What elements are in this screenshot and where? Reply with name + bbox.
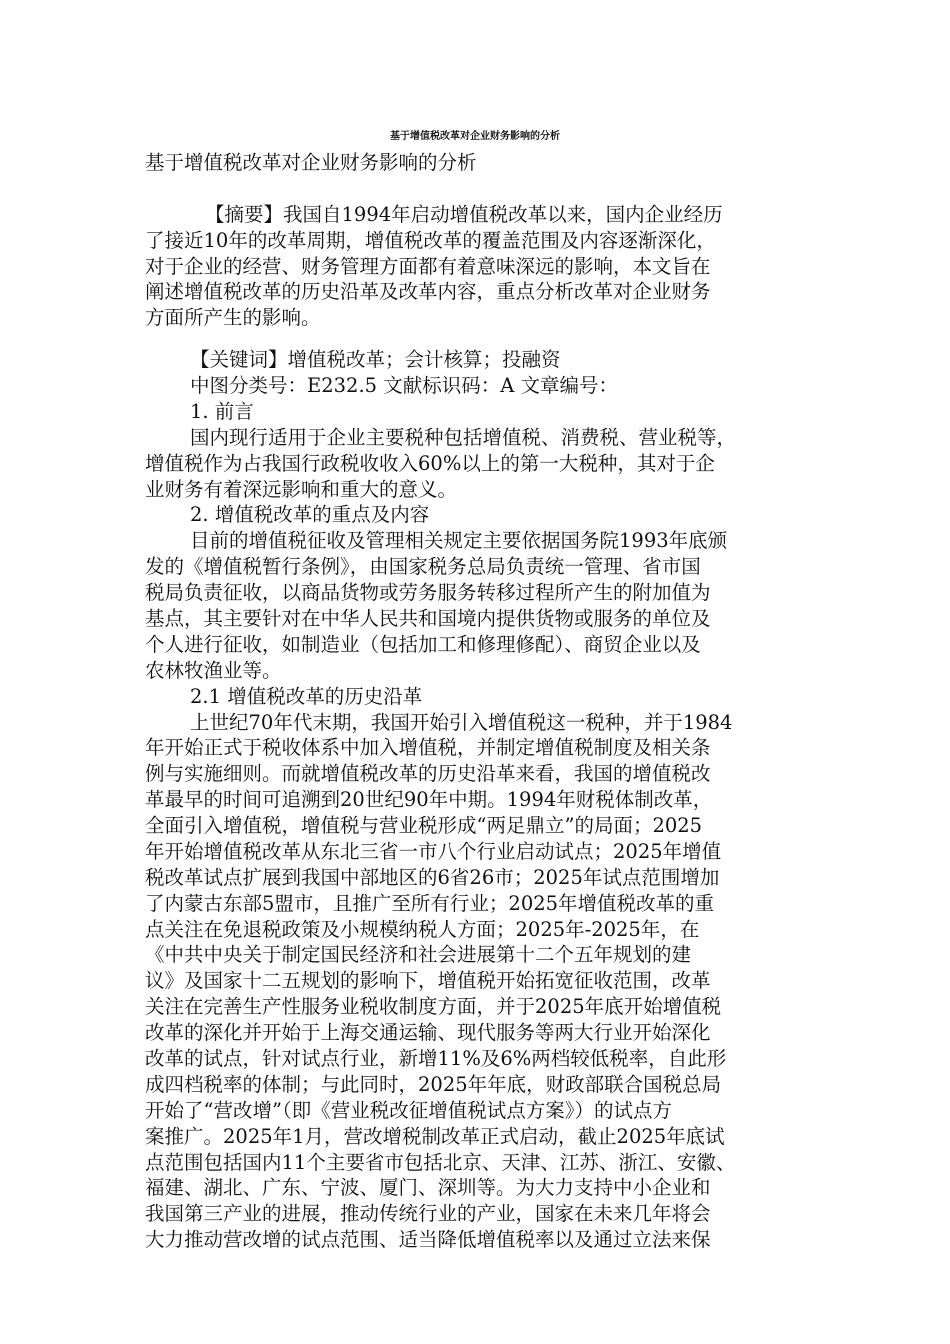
paragraph-line: 增值税作为占我国行政税收收入60%以上的第一大税种，其对于企 [145, 452, 715, 475]
paragraph-line: 福建、湖北、广东、宁波、厦门、深圳等。为大力支持中小企业和 [145, 1176, 711, 1199]
paragraph-line: 发的《增值税暂行条例》，由国家税务总局负责统一管理、省市国 [145, 555, 701, 578]
paragraph-line: 国内现行适用于企业主要税种包括增值税、消费税、营业税等， [190, 426, 737, 449]
paragraph-line: 开始了“营改增”（即《营业税改征增值税试点方案》）的试点方 [145, 1099, 672, 1122]
paragraph-line: 目前的增值税征收及管理相关规定主要依据国务院1993年底颁 [190, 529, 728, 552]
paragraph-line: 议》及国家十二五规划的影响下，增值税开始拓宽征收范围，改革 [145, 969, 711, 992]
paragraph-line: 农林牧渔业等。 [145, 659, 282, 682]
paragraph-line: 革最早的时间可追溯到20世纪90年中期。1994年财税体制改革， [145, 788, 713, 811]
abstract-line: 阐述增值税改革的历史沿革及改革内容，重点分析改革对企业财务 [145, 280, 711, 303]
paragraph-line: 个人进行征收，如制造业（包括加工和修理修配）、商贸企业以及 [145, 633, 701, 656]
abstract-line: 【摘要】我国自1994年启动增值税改革以来，国内企业经历 [205, 203, 723, 226]
classification-line: 中图分类号：E232.5 文献标识码：A 文章编号： [190, 374, 619, 397]
paragraph-line: 我国第三产业的进展，推动传统行业的产业，国家在未来几年将会 [145, 1202, 711, 1225]
paragraph-line: 点范围包括国内11个主要省市包括北京、天津、江苏、浙江、安徽、 [145, 1151, 736, 1174]
paragraph-line: 成四档税率的体制；与此同时，2025年年底，财政部联合国税总局 [145, 1073, 722, 1096]
abstract-line: 对于企业的经营、财务管理方面都有着意味深远的影响，本文旨在 [145, 255, 711, 278]
paragraph-line: 关注在完善生产性服务业税收制度方面，并于2025年底开始增值税 [145, 995, 722, 1018]
paragraph-line: 上世纪70年代末期，我国开始引入增值税这一税种，并于1984 [190, 711, 733, 734]
paragraph-line: 改革的试点，针对试点行业，新增11%及6%两档较低税率，自此形 [145, 1047, 727, 1070]
document-title: 基于增值税改革对企业财务影响的分析 [390, 131, 560, 142]
paragraph-line: 全面引入增值税，增值税与营业税形成“两足鼎立”的局面；2025 [145, 814, 703, 837]
paragraph-line: 改革的深化并开始于上海交通运输、现代服务等两大行业开始深化 [145, 1021, 711, 1044]
paragraph-line: 大力推动营改增的试点范围、适当降低增值税率以及通过立法来保 [145, 1228, 711, 1251]
paragraph-line: 年开始增值税改革从东北三省一市八个行业启动试点；2025年增值 [145, 840, 722, 863]
section-heading: 1. 前言 [190, 400, 254, 423]
section-heading: 2. 增值税改革的重点及内容 [190, 503, 430, 526]
abstract-line: 了接近10年的改革周期，增值税改革的覆盖范围及内容逐渐深化， [145, 229, 716, 252]
document-subtitle: 基于增值税改革对企业财务影响的分析 [145, 151, 477, 174]
paragraph-line: 税改革试点扩展到我国中部地区的6省26市；2025年试点范围增加 [145, 866, 720, 889]
paragraph-line: 案推广。2025年1月，营改增税制改革正式启动，截止2025年底试 [145, 1125, 725, 1148]
paragraph-line: 基点，其主要针对在中华人民共和国境内提供货物或服务的单位及 [145, 607, 711, 630]
paragraph-line: 年开始正式于税收体系中加入增值税，并制定增值税制度及相关条 [145, 736, 711, 759]
paragraph-line: 业财务有着深远影响和重大的意义。 [145, 478, 458, 501]
paragraph-line: 例与实施细则。而就增值税改革的历史沿革来看，我国的增值税改 [145, 762, 711, 785]
section-heading: 2.1 增值税改革的历史沿革 [190, 685, 423, 708]
keywords: 【关键词】增值税改革；会计核算；投融资 [190, 348, 561, 371]
paragraph-line: 点关注在免退税政策及小规模纳税人方面；2025年-2025年，在 [145, 918, 700, 941]
abstract-line: 方面所产生的影响。 [145, 306, 321, 329]
paragraph-line: 《中共中央关于制定国民经济和社会进展第十二个五年规划的建 [145, 943, 692, 966]
paragraph-line: 税局负责征收，以商品货物或劳务服务转移过程所产生的附加值为 [145, 581, 711, 604]
paragraph-line: 了内蒙古东部5盟市，且推广至所有行业；2025年增值税改革的重 [145, 892, 715, 915]
